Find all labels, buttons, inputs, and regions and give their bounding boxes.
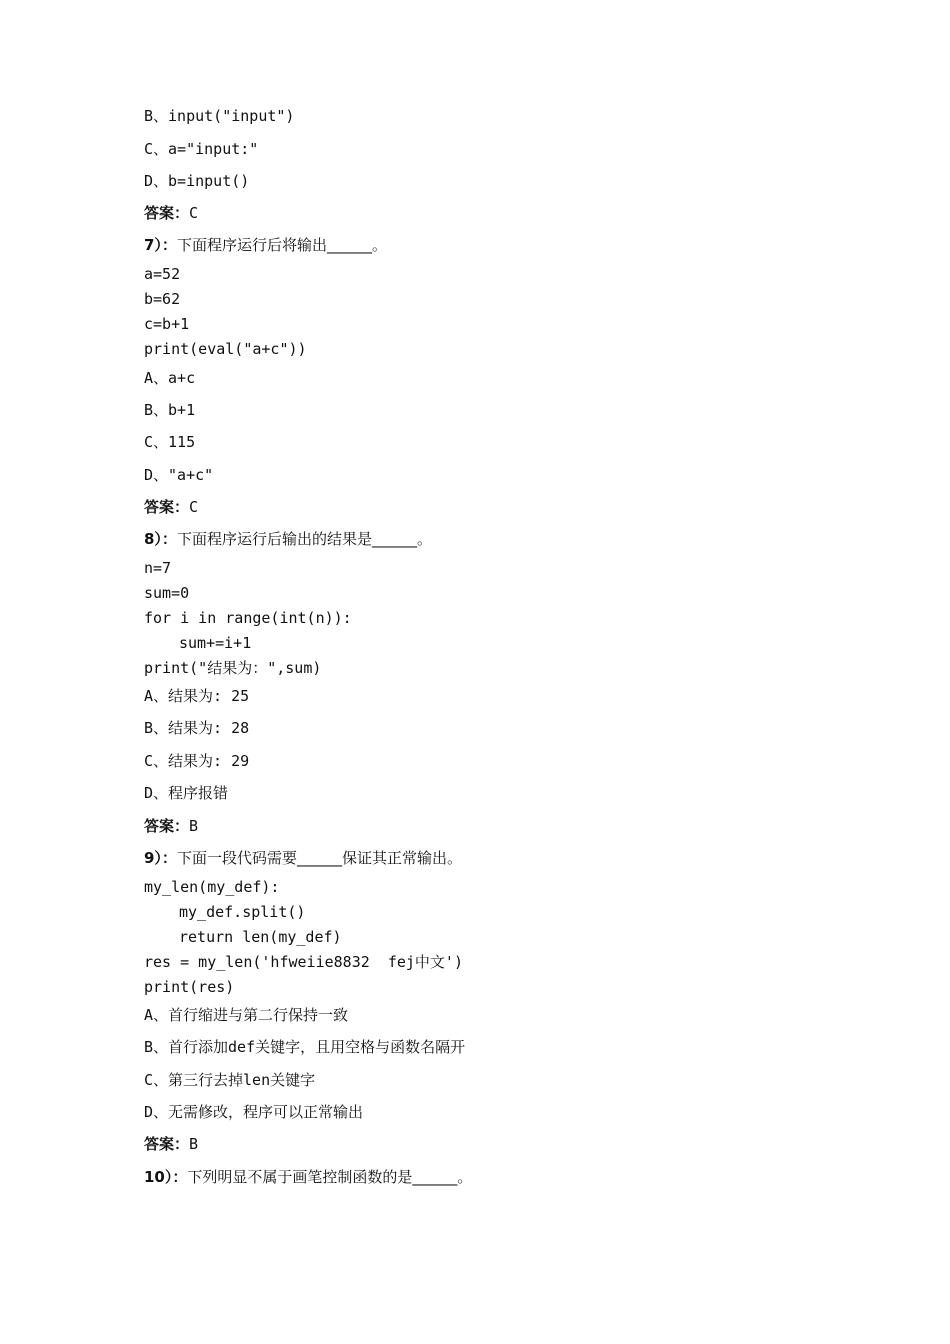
question-number: 10）： xyxy=(144,1168,188,1186)
answer-value: C xyxy=(189,204,199,222)
answer-label: 答案： xyxy=(144,498,190,516)
q9-code-line-5: print(res) xyxy=(144,978,235,996)
q7-code-line-1: a=52 xyxy=(144,265,181,283)
q8-option-d: D、程序报错 xyxy=(144,784,229,802)
question-text: 下列明显不属于画笔控制函数的是______。 xyxy=(187,1168,473,1186)
answer-label: 答案： xyxy=(144,817,190,835)
q8-option-c: C、结果为: 29 xyxy=(144,752,250,770)
q9-code-line-1: my_len(my_def): xyxy=(144,878,280,896)
q8-code-line-2: sum=0 xyxy=(144,584,190,602)
answer-value: B xyxy=(189,817,199,835)
q7-code-line-3: c=b+1 xyxy=(144,315,190,333)
question-number: 9）： xyxy=(144,849,177,867)
q9-code-line-2: my_def.split() xyxy=(179,903,306,921)
q9-option-d: D、无需修改，程序可以正常输出 xyxy=(144,1103,364,1121)
q8-code-line-5: print("结果为：",sum) xyxy=(144,659,322,677)
q7-option-b: B、b+1 xyxy=(144,401,196,419)
q8-answer xyxy=(144,816,198,836)
q6-option-c: C、a="input:" xyxy=(144,140,259,158)
answer-value: C xyxy=(189,498,199,516)
q7-option-d: D、"a+c" xyxy=(144,466,214,484)
q7-option-c: C、115 xyxy=(144,433,196,451)
q6-option-b: B、input("input") xyxy=(144,107,295,125)
q10-heading xyxy=(144,1167,472,1187)
q9-code-line-4: res = my_len('hfweiie8832 fej中文') xyxy=(144,953,463,971)
q8-code-line-1: n=7 xyxy=(144,559,172,577)
q6-answer xyxy=(144,203,198,223)
question-text: 下面程序运行后输出的结果是______。 xyxy=(176,530,432,548)
q8-option-a: A、结果为: 25 xyxy=(144,687,250,705)
q9-code-line-3: return len(my_def) xyxy=(179,928,342,946)
answer-label: 答案： xyxy=(144,204,190,222)
q8-code-line-3: for i in range(int(n)): xyxy=(144,609,352,627)
q7-code-line-4: print(eval("a+c")) xyxy=(144,340,307,358)
q9-option-c: C、第三行去掉len关键字 xyxy=(144,1071,316,1089)
q9-option-b: B、首行添加def关键字，且用空格与函数名隔开 xyxy=(144,1038,466,1056)
q8-heading xyxy=(144,529,432,549)
q7-heading xyxy=(144,235,387,255)
answer-value: B xyxy=(189,1135,199,1153)
q8-option-b: B、结果为: 28 xyxy=(144,719,250,737)
q9-answer xyxy=(144,1134,198,1154)
question-text: 下面一段代码需要______保证其正常输出。 xyxy=(176,849,462,867)
answer-label: 答案： xyxy=(144,1135,190,1153)
question-text: 下面程序运行后将输出______。 xyxy=(176,236,387,254)
question-number: 7）： xyxy=(144,236,177,254)
q8-code-line-4: sum+=i+1 xyxy=(179,634,252,652)
q7-code-line-2: b=62 xyxy=(144,290,181,308)
q6-option-d: D、b=input() xyxy=(144,172,250,190)
q9-option-a: A、首行缩进与第二行保持一致 xyxy=(144,1006,349,1024)
q9-heading xyxy=(144,848,462,868)
q7-option-a: A、a+c xyxy=(144,369,196,387)
question-number: 8）： xyxy=(144,530,177,548)
q7-answer xyxy=(144,497,198,517)
